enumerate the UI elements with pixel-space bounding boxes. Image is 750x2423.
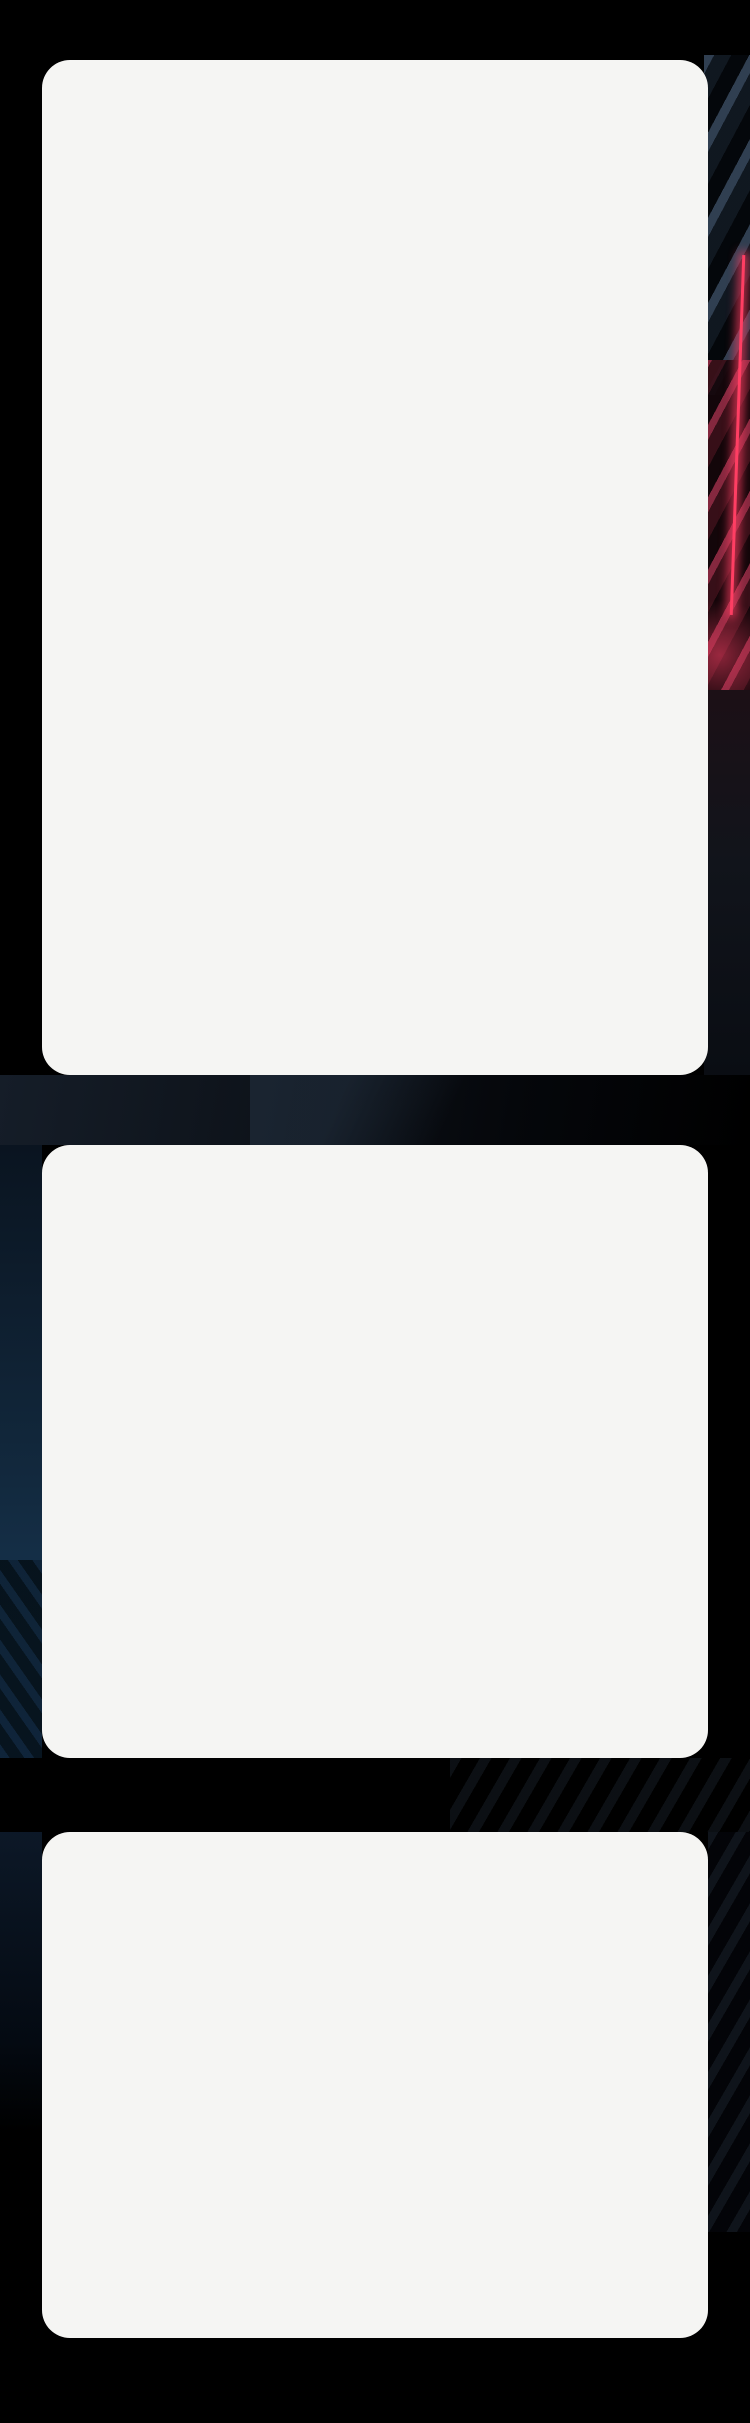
bg-stripes-left (0, 1560, 42, 1758)
bg-stripes-red-right (704, 360, 750, 690)
bg-gap-photo-1 (0, 1075, 750, 1145)
tips-card (42, 1145, 708, 1758)
bg-stripes-bottom-right (708, 1832, 750, 2232)
bg-gap-photo-2 (0, 1758, 750, 1832)
bg-gap-photo-1-beam (250, 1075, 580, 1145)
tariff-card (42, 60, 708, 1075)
qr-code-icon (306, 1872, 444, 2010)
bg-blue-wall-left (0, 1145, 42, 1758)
qr-code (42, 1872, 708, 2010)
bg-gap-2-stripes (450, 1758, 750, 1832)
device-card (42, 1832, 708, 2338)
bg-floor-right (704, 690, 750, 1075)
bg-blue-bottom-left (0, 1832, 42, 2132)
bg-neon-line (730, 255, 746, 615)
bg-stripes-top-right (704, 55, 750, 395)
